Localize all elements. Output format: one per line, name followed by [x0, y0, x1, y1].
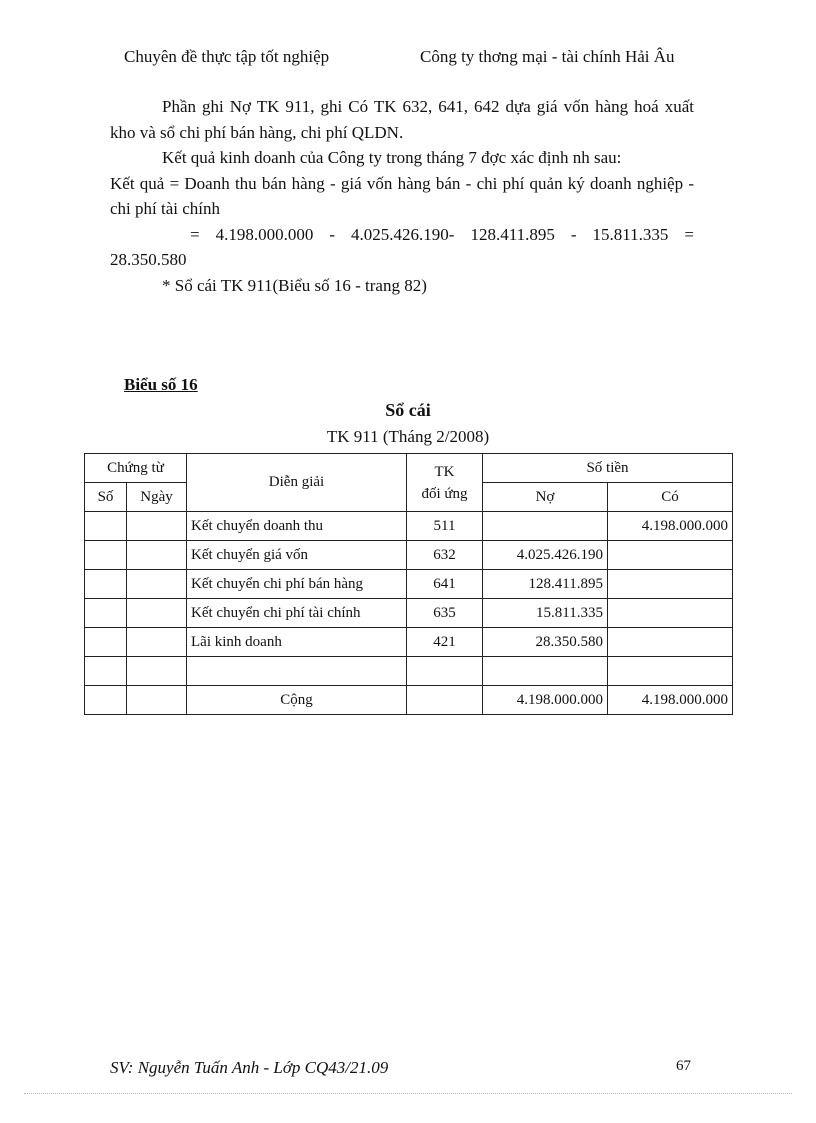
body-text	[110, 94, 694, 298]
table-total-row	[85, 686, 733, 715]
header-no: Nợ	[483, 483, 608, 512]
calculation-line-1: = 4.198.000.000 - 4.025.426.190- 128.411.895 - 15.811.335 =	[190, 224, 694, 244]
header-co: Có	[608, 483, 733, 512]
header-tk-line1: TK	[434, 463, 455, 480]
table-row	[85, 570, 733, 599]
header-chung-tu: Chứng từ	[85, 454, 187, 483]
cell-dien-giai: Kết chuyển doanh thu	[187, 512, 407, 541]
cell-so	[85, 541, 127, 570]
cell-so	[85, 628, 127, 657]
header-tk-doi-ung	[407, 454, 483, 512]
cell-no: 15.811.335	[483, 599, 608, 628]
cell-so	[85, 657, 127, 686]
total-so-cell	[85, 686, 127, 715]
header-dien-giai: Diễn giải	[187, 454, 407, 512]
table-row	[85, 599, 733, 628]
header-right-text: Công ty thơng mại - tài chính Hải Âu	[420, 47, 675, 66]
header-left-text: Chuyên đề thực tập tốt nghiệp	[124, 47, 330, 66]
cell-tk: 641	[407, 570, 483, 599]
cell-dien-giai: Lãi kinh doanh	[187, 628, 407, 657]
table-header-row-1	[85, 454, 733, 483]
paragraph-3: Kết quả = Doanh thu bán hàng - giá vốn hàng bán - chi phí quản ký doanh nghiệp - chi phí tài chính	[110, 173, 694, 218]
table-row	[85, 541, 733, 570]
cell-ngay	[127, 628, 187, 657]
cell-so	[85, 512, 127, 541]
table-row	[85, 657, 733, 686]
cell-ngay	[127, 570, 187, 599]
cell-tk	[407, 657, 483, 686]
cell-tk: 632	[407, 541, 483, 570]
table-row	[85, 512, 733, 541]
cell-dien-giai: Kết chuyển chi phí tài chính	[187, 599, 407, 628]
footer-student: SV: Nguyễn Tuấn Anh - Lớp CQ43/21.09	[110, 1058, 389, 1077]
cell-co	[608, 599, 733, 628]
total-tk-cell	[407, 686, 483, 715]
cell-so	[85, 570, 127, 599]
paragraph-1: Phần ghi Nợ TK 911, ghi Có TK 632, 641, 642 dựa giá vốn hàng hoá xuất kho và sổ chi phí bán hàng, chi phí QLDN.	[110, 97, 694, 142]
header-ngay: Ngày	[127, 483, 187, 512]
cell-dien-giai: Kết chuyển giá vốn	[187, 541, 407, 570]
total-ngay-cell	[127, 686, 187, 715]
cell-no: 4.025.426.190	[483, 541, 608, 570]
table-subtitle: TK 911 (Tháng 2/2008)	[326, 427, 490, 446]
exhibit-label: Biểu số 16	[124, 375, 198, 394]
total-label: Cộng	[187, 686, 407, 715]
calculation-line-2: 28.350.580	[110, 250, 187, 269]
cell-tk: 421	[407, 628, 483, 657]
cell-dien-giai: Kết chuyển chi phí bán hàng	[187, 570, 407, 599]
cell-no: 28.350.580	[483, 628, 608, 657]
header-tk-line2: đối ứng	[421, 485, 468, 502]
cell-co	[608, 541, 733, 570]
total-co: 4.198.000.000	[608, 686, 733, 715]
cell-co: 4.198.000.000	[608, 512, 733, 541]
cell-ngay	[127, 657, 187, 686]
cell-so	[85, 599, 127, 628]
cell-co	[608, 570, 733, 599]
page-bottom-divider	[24, 1093, 792, 1094]
cell-ngay	[127, 512, 187, 541]
cell-dien-giai	[187, 657, 407, 686]
cell-no: 128.411.895	[483, 570, 608, 599]
cell-tk: 635	[407, 599, 483, 628]
cell-ngay	[127, 541, 187, 570]
footer-page-number: 67	[676, 1058, 691, 1074]
cell-tk: 511	[407, 512, 483, 541]
cell-co	[608, 657, 733, 686]
header-so: Số	[85, 483, 127, 512]
ledger-note: * Sổ cái TK 911(Biểu số 16 - trang 82)	[162, 275, 427, 295]
ledger-table	[84, 453, 733, 715]
page-header	[124, 47, 724, 73]
cell-no	[483, 512, 608, 541]
paragraph-2: Kết quả kinh doanh của Công ty trong tháng 7 đợc xác định nh sau:	[162, 148, 622, 167]
table-row	[85, 628, 733, 657]
cell-no	[483, 657, 608, 686]
cell-co	[608, 628, 733, 657]
header-so-tien: Số tiền	[483, 454, 733, 483]
cell-ngay	[127, 599, 187, 628]
table-title: Sổ cái	[385, 400, 431, 420]
total-no: 4.198.000.000	[483, 686, 608, 715]
